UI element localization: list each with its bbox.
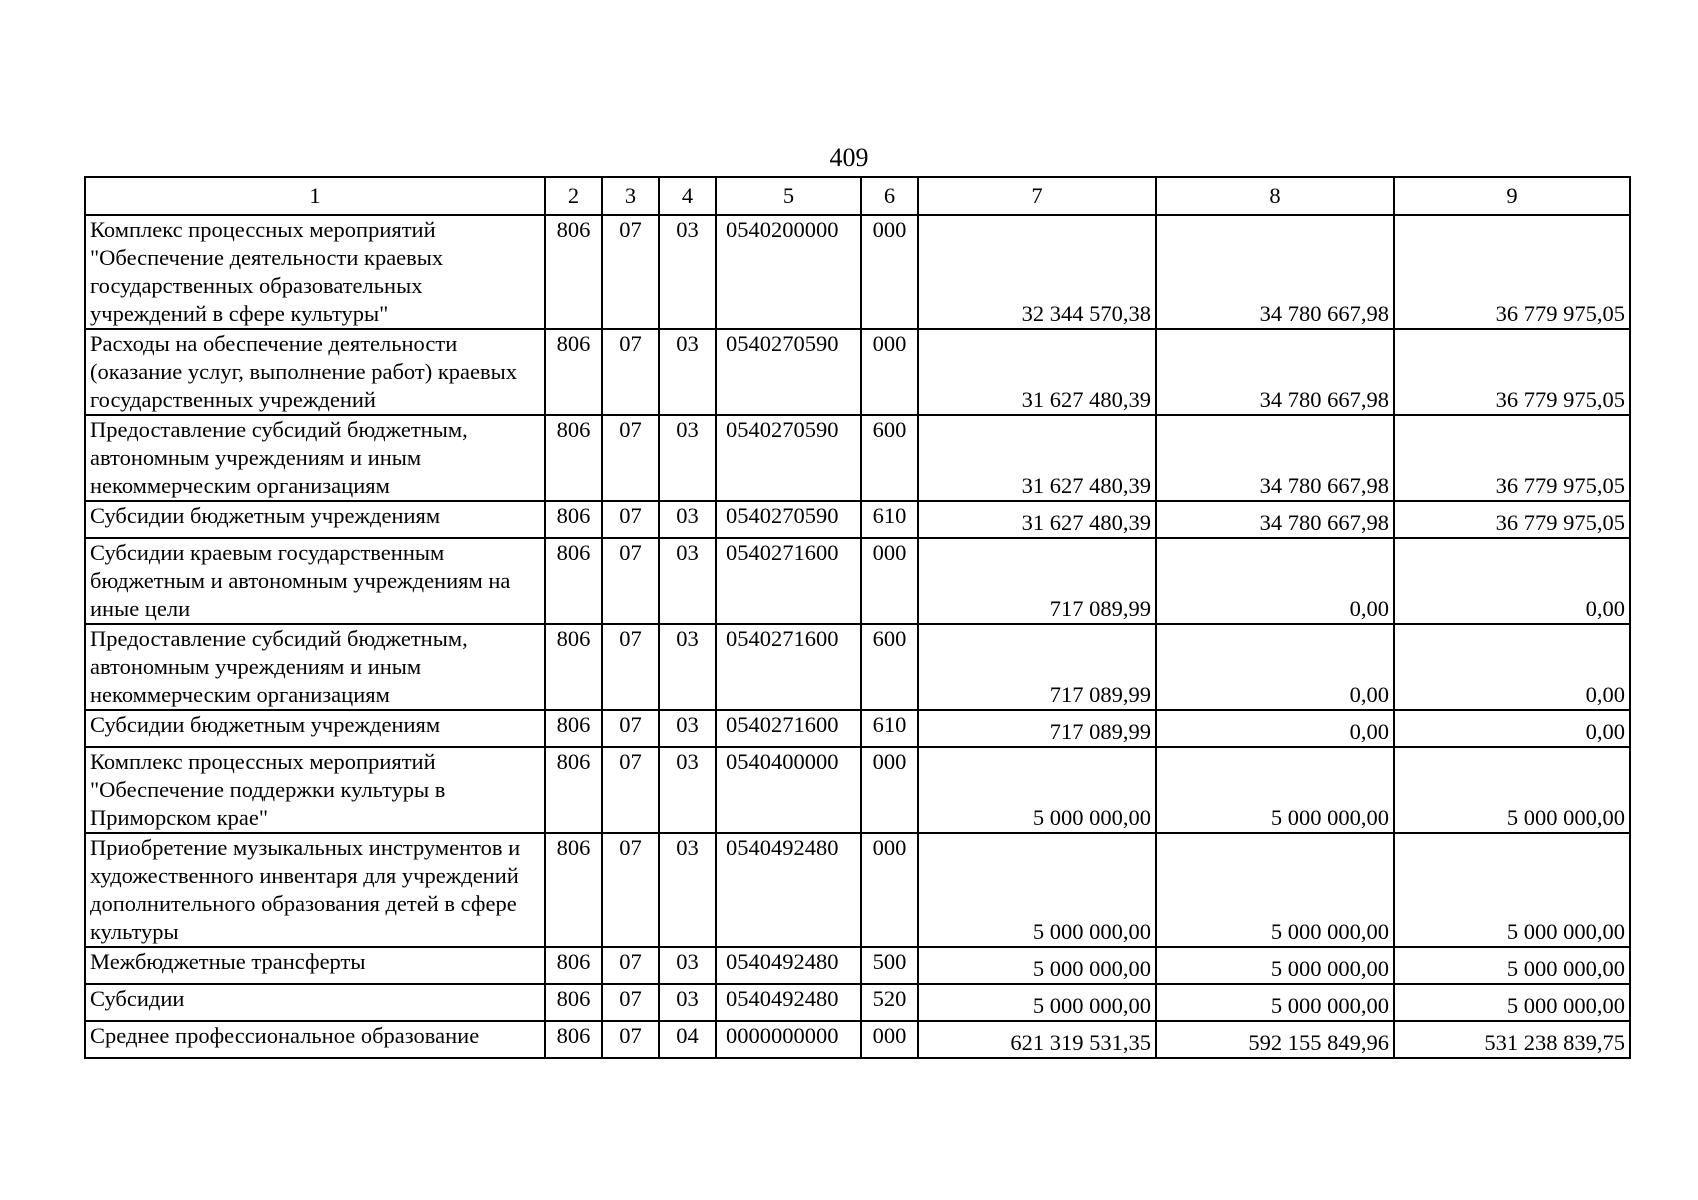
amount-col9: 36 779 975,05 bbox=[1394, 329, 1630, 415]
row-name: Комплекс процессных мероприятий "Обеспечение деятельности краевых государственных образовательных учреждений в сфере культуры" bbox=[85, 215, 545, 329]
amount-col8: 34 780 667,98 bbox=[1156, 415, 1394, 501]
section-code: 07 bbox=[602, 329, 659, 415]
subsection-code: 03 bbox=[659, 624, 716, 710]
table-row bbox=[85, 624, 1630, 710]
row-name: Комплекс процессных мероприятий "Обеспечение поддержки культуры в Приморском крае" bbox=[85, 747, 545, 833]
table-row bbox=[85, 329, 1630, 415]
subsection-code: 03 bbox=[659, 833, 716, 947]
table-row bbox=[85, 501, 1630, 538]
expense-type-code: 000 bbox=[861, 538, 918, 624]
row-name: Предоставление субсидий бюджетным, автономным учреждениям и иным некоммерческим организациям bbox=[85, 624, 545, 710]
amount-col7: 31 627 480,39 bbox=[918, 501, 1156, 538]
subsection-code: 03 bbox=[659, 747, 716, 833]
target-article-code: 0540492480 bbox=[716, 984, 861, 1021]
section-code: 07 bbox=[602, 747, 659, 833]
target-article-code: 0540492480 bbox=[716, 833, 861, 947]
grbs-code: 806 bbox=[545, 624, 602, 710]
amount-col7: 717 089,99 bbox=[918, 538, 1156, 624]
grbs-code: 806 bbox=[545, 415, 602, 501]
amount-col8: 592 155 849,96 bbox=[1156, 1021, 1394, 1058]
expense-type-code: 610 bbox=[861, 501, 918, 538]
column-header: 8 bbox=[1156, 177, 1394, 215]
section-code: 07 bbox=[602, 624, 659, 710]
subsection-code: 03 bbox=[659, 984, 716, 1021]
amount-col8: 34 780 667,98 bbox=[1156, 215, 1394, 329]
table-row bbox=[85, 215, 1630, 329]
amount-col7: 31 627 480,39 bbox=[918, 415, 1156, 501]
subsection-code: 03 bbox=[659, 947, 716, 984]
amount-col9: 5 000 000,00 bbox=[1394, 947, 1630, 984]
row-name: Межбюджетные трансферты bbox=[85, 947, 545, 984]
subsection-code: 03 bbox=[659, 501, 716, 538]
target-article-code: 0540400000 bbox=[716, 747, 861, 833]
table-row bbox=[85, 1021, 1630, 1058]
grbs-code: 806 bbox=[545, 984, 602, 1021]
section-code: 07 bbox=[602, 710, 659, 747]
table-row bbox=[85, 984, 1630, 1021]
amount-col9: 5 000 000,00 bbox=[1394, 833, 1630, 947]
grbs-code: 806 bbox=[545, 947, 602, 984]
target-article-code: 0540271600 bbox=[716, 710, 861, 747]
expense-type-code: 500 bbox=[861, 947, 918, 984]
target-article-code: 0540271600 bbox=[716, 624, 861, 710]
amount-col8: 5 000 000,00 bbox=[1156, 833, 1394, 947]
amount-col7: 5 000 000,00 bbox=[918, 984, 1156, 1021]
target-article-code: 0540270590 bbox=[716, 415, 861, 501]
expense-type-code: 600 bbox=[861, 415, 918, 501]
amount-col9: 0,00 bbox=[1394, 624, 1630, 710]
column-header: 3 bbox=[602, 177, 659, 215]
section-code: 07 bbox=[602, 984, 659, 1021]
column-header: 7 bbox=[918, 177, 1156, 215]
subsection-code: 03 bbox=[659, 329, 716, 415]
column-header: 4 bbox=[659, 177, 716, 215]
section-code: 07 bbox=[602, 947, 659, 984]
row-name: Субсидии бюджетным учреждениям bbox=[85, 710, 545, 747]
row-name: Расходы на обеспечение деятельности (оказание услуг, выполнение работ) краевых государственных учреждений bbox=[85, 329, 545, 415]
amount-col9: 36 779 975,05 bbox=[1394, 215, 1630, 329]
table-row bbox=[85, 747, 1630, 833]
amount-col9: 5 000 000,00 bbox=[1394, 747, 1630, 833]
amount-col9: 5 000 000,00 bbox=[1394, 984, 1630, 1021]
amount-col7: 31 627 480,39 bbox=[918, 329, 1156, 415]
table-row bbox=[85, 947, 1630, 984]
amount-col8: 0,00 bbox=[1156, 538, 1394, 624]
table-header-row bbox=[85, 177, 1630, 215]
amount-col8: 34 780 667,98 bbox=[1156, 329, 1394, 415]
target-article-code: 0540200000 bbox=[716, 215, 861, 329]
amount-col7: 717 089,99 bbox=[918, 624, 1156, 710]
amount-col8: 0,00 bbox=[1156, 624, 1394, 710]
amount-col7: 32 344 570,38 bbox=[918, 215, 1156, 329]
target-article-code: 0540270590 bbox=[716, 329, 861, 415]
grbs-code: 806 bbox=[545, 538, 602, 624]
expense-type-code: 520 bbox=[861, 984, 918, 1021]
row-name: Субсидии bbox=[85, 984, 545, 1021]
column-header: 9 bbox=[1394, 177, 1630, 215]
amount-col7: 5 000 000,00 bbox=[918, 947, 1156, 984]
expense-type-code: 000 bbox=[861, 329, 918, 415]
section-code: 07 bbox=[602, 833, 659, 947]
grbs-code: 806 bbox=[545, 747, 602, 833]
amount-col9: 36 779 975,05 bbox=[1394, 415, 1630, 501]
expense-type-code: 000 bbox=[861, 833, 918, 947]
amount-col7: 717 089,99 bbox=[918, 710, 1156, 747]
row-name: Субсидии бюджетным учреждениям bbox=[85, 501, 545, 538]
section-code: 07 bbox=[602, 215, 659, 329]
section-code: 07 bbox=[602, 501, 659, 538]
expense-type-code: 000 bbox=[861, 1021, 918, 1058]
target-article-code: 0540270590 bbox=[716, 501, 861, 538]
amount-col7: 5 000 000,00 bbox=[918, 747, 1156, 833]
amount-col9: 0,00 bbox=[1394, 710, 1630, 747]
subsection-code: 03 bbox=[659, 415, 716, 501]
expense-type-code: 000 bbox=[861, 747, 918, 833]
section-code: 07 bbox=[602, 415, 659, 501]
column-header: 5 bbox=[716, 177, 861, 215]
grbs-code: 806 bbox=[545, 501, 602, 538]
row-name: Среднее профессиональное образование bbox=[85, 1021, 545, 1058]
grbs-code: 806 bbox=[545, 215, 602, 329]
amount-col9: 0,00 bbox=[1394, 538, 1630, 624]
grbs-code: 806 bbox=[545, 1021, 602, 1058]
expense-type-code: 000 bbox=[861, 215, 918, 329]
table-row bbox=[85, 710, 1630, 747]
target-article-code: 0540492480 bbox=[716, 947, 861, 984]
amount-col7: 621 319 531,35 bbox=[918, 1021, 1156, 1058]
subsection-code: 03 bbox=[659, 215, 716, 329]
subsection-code: 03 bbox=[659, 710, 716, 747]
amount-col8: 5 000 000,00 bbox=[1156, 947, 1394, 984]
column-header: 1 bbox=[85, 177, 545, 215]
amount-col8: 0,00 bbox=[1156, 710, 1394, 747]
amount-col8: 5 000 000,00 bbox=[1156, 747, 1394, 833]
section-code: 07 bbox=[602, 538, 659, 624]
grbs-code: 806 bbox=[545, 329, 602, 415]
table-row bbox=[85, 538, 1630, 624]
row-name: Предоставление субсидий бюджетным, автономным учреждениям и иным некоммерческим организациям bbox=[85, 415, 545, 501]
column-header: 6 bbox=[861, 177, 918, 215]
section-code: 07 bbox=[602, 1021, 659, 1058]
grbs-code: 806 bbox=[545, 833, 602, 947]
page-number: 409 bbox=[829, 143, 869, 172]
grbs-code: 806 bbox=[545, 710, 602, 747]
subsection-code: 04 bbox=[659, 1021, 716, 1058]
table-row bbox=[85, 415, 1630, 501]
table-row bbox=[85, 833, 1630, 947]
amount-col8: 34 780 667,98 bbox=[1156, 501, 1394, 538]
subsection-code: 03 bbox=[659, 538, 716, 624]
amount-col7: 5 000 000,00 bbox=[918, 833, 1156, 947]
row-name: Субсидии краевым государственным бюджетным и автономным учреждениям на иные цели bbox=[85, 538, 545, 624]
target-article-code: 0000000000 bbox=[716, 1021, 861, 1058]
expense-type-code: 600 bbox=[861, 624, 918, 710]
amount-col9: 36 779 975,05 bbox=[1394, 501, 1630, 538]
target-article-code: 0540271600 bbox=[716, 538, 861, 624]
amount-col8: 5 000 000,00 bbox=[1156, 984, 1394, 1021]
column-header: 2 bbox=[545, 177, 602, 215]
budget-table bbox=[84, 176, 1631, 1059]
row-name: Приобретение музыкальных инструментов и художественного инвентаря для учреждений дополнительного образования детей в сфере культуры bbox=[85, 833, 545, 947]
expense-type-code: 610 bbox=[861, 710, 918, 747]
amount-col9: 531 238 839,75 bbox=[1394, 1021, 1630, 1058]
